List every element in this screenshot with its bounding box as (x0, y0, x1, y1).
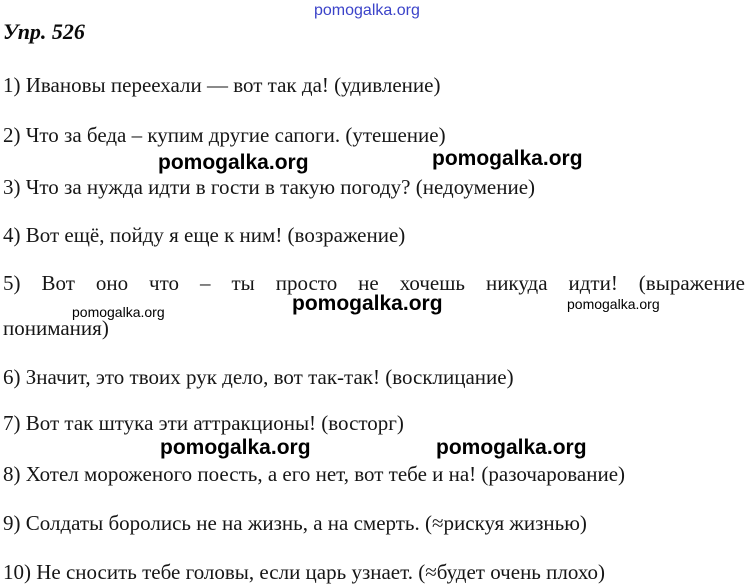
sentence-7: 7) Вот так штука эти аттракционы! (восторг) (3, 411, 404, 435)
watermark-mark: pomogalka.org (432, 147, 583, 170)
sentence-5-continuation: понимания) (3, 316, 109, 340)
watermark-mark: pomogalka.org (436, 436, 587, 459)
watermark-mark: pomogalka.org (160, 436, 311, 459)
sentence-1: 1) Ивановы переехали — вот так да! (удивление) (3, 73, 441, 97)
watermark-mark: pomogalka.org (567, 296, 660, 312)
watermark-header: pomogalka.org (314, 2, 420, 19)
sentence-4: 4) Вот ещё, пойду я еще к ним! (возражение) (3, 223, 406, 247)
exercise-title: Упр. 526 (3, 19, 85, 44)
sentence-2: 2) Что за беда – купим другие сапоги. (утешение) (3, 123, 446, 147)
sentence-9: 9) Солдаты боролись не на жизнь, а на смерть. (≈рискуя жизнью) (3, 511, 587, 535)
watermark-mark: pomogalka.org (158, 151, 309, 174)
sentence-8: 8) Хотел мороженого поесть, а его нет, вот тебе и на! (разочарование) (3, 462, 626, 486)
watermark-mark: pomogalka.org (292, 292, 443, 315)
sentence-10: 10) Не сносить тебе головы, если царь узнает. (≈будет очень плохо) (3, 560, 606, 584)
sentence-5: 5) Вот оно что – ты просто не хочешь никуда идти! (выражение (3, 271, 745, 295)
sentence-6: 6) Значит, это твоих рук дело, вот так-так! (восклицание) (3, 365, 514, 389)
watermark-mark: pomogalka.org (72, 304, 165, 320)
sentence-3: 3) Что за нужда идти в гости в такую погоду? (недоумение) (3, 175, 536, 199)
